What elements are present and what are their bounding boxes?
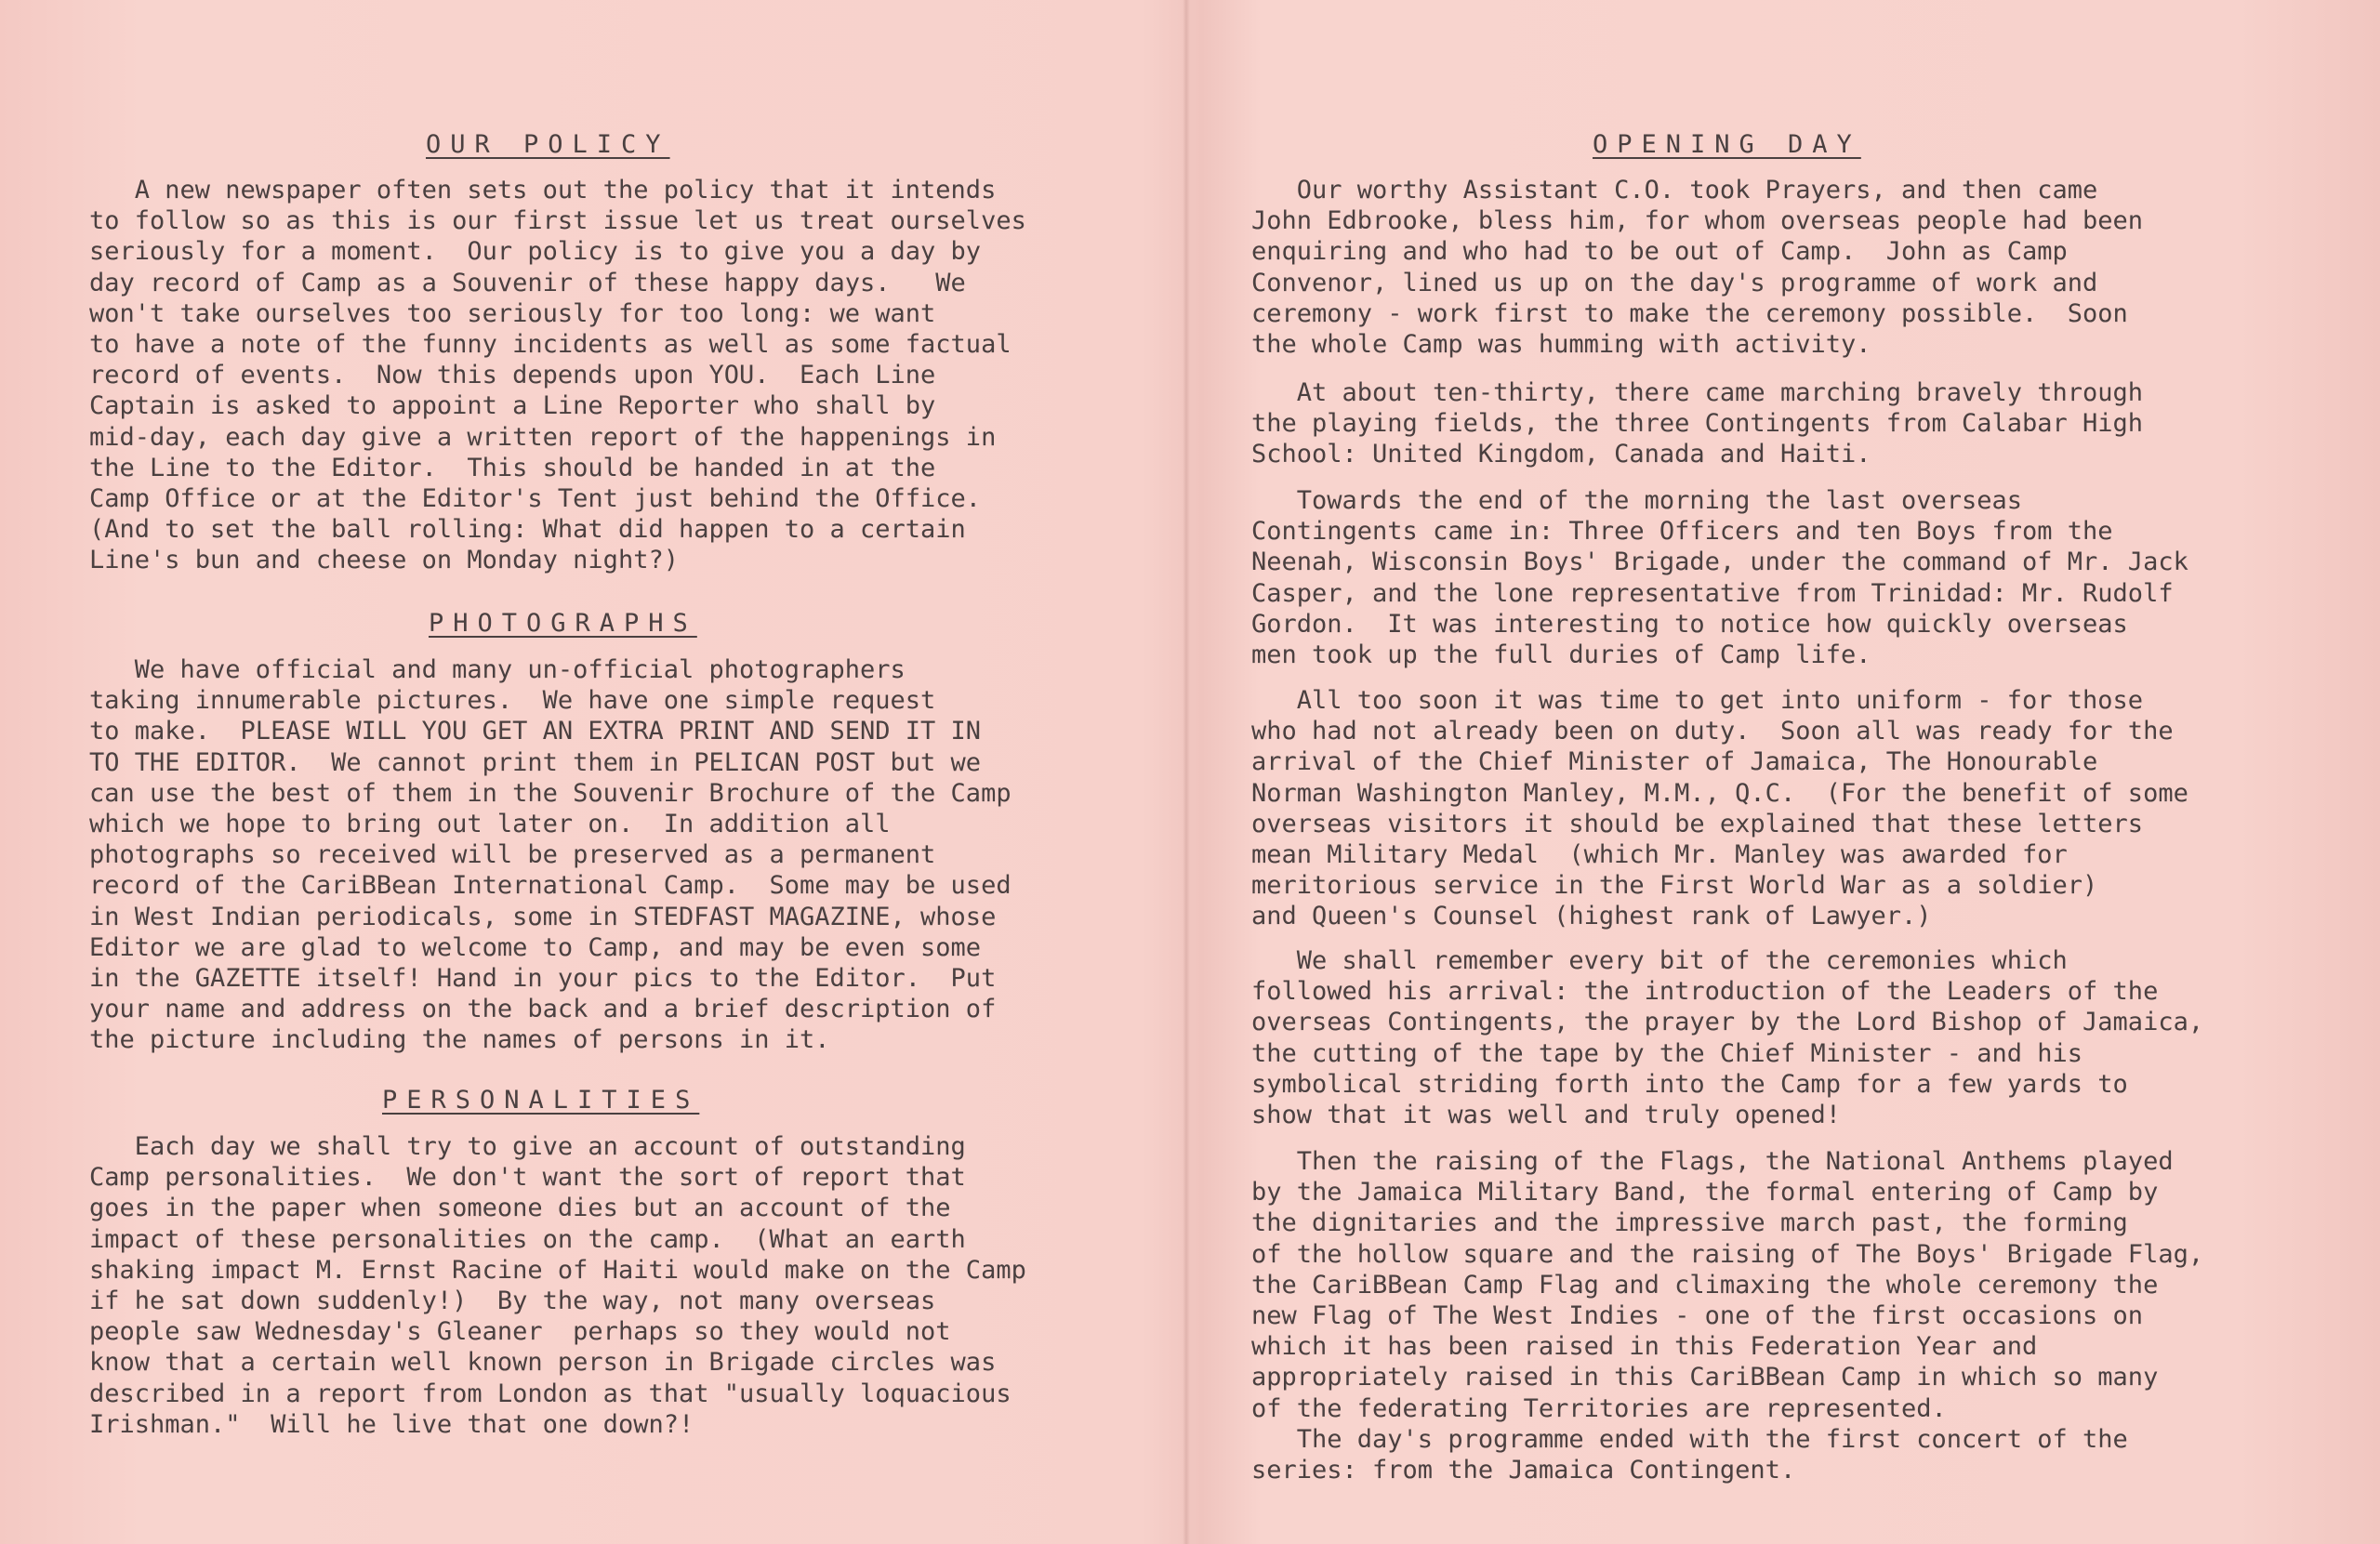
text-line: enquiring and who had to be out of Camp. John as Camp	[1251, 237, 2068, 267]
text-line: We have official and many un-official photographers	[89, 655, 906, 684]
text-line: won't take ourselves too seriously for too long: we want	[89, 298, 936, 328]
personalities-paragraph	[89, 1131, 1026, 1440]
opening-day-paragraph-6	[1251, 1146, 2203, 1485]
text-line: the CariBBean Camp Flag and climaxing the whole ceremony the	[1251, 1270, 2159, 1300]
opening-day-paragraph-3	[1251, 485, 2188, 670]
text-line: series: from the Jamaica Contingent.	[1251, 1455, 1796, 1485]
text-line: overseas visitors it should be explained that these letters	[1251, 809, 2144, 838]
text-line: Then the raising of the Flags, the National Anthems played	[1251, 1147, 2174, 1176]
policy-paragraph	[89, 175, 1026, 575]
text-line: the Line to the Editor. This should be handed in at the	[89, 453, 936, 482]
text-line: know that a certain well known person in Brigade circles was	[89, 1348, 997, 1378]
text-line: Camp personalities. We don't want the sort of report that	[89, 1163, 966, 1193]
text-line: to make. PLEASE WILL YOU GET AN EXTRA PRINT AND SEND IT IN	[89, 717, 982, 746]
text-line: the picture including the names of persons in it.	[89, 1025, 830, 1055]
photographs-paragraph	[89, 654, 1012, 1055]
text-line: photographs so received will be preserved as a permanent	[89, 840, 936, 870]
text-line: Casper, and the lone representative from Trinidad: Mr. Rudolf	[1251, 578, 2174, 608]
opening-day-paragraph-2	[1251, 377, 2143, 470]
text-line: Contingents came in: Three Officers and ten Boys from the	[1251, 517, 2113, 547]
text-line: Irishman." Will he live that one down?!	[89, 1409, 694, 1439]
text-line: Norman Washington Manley, M.M., Q.C. (For the benefit of some	[1251, 778, 2188, 808]
text-line: Gordon. It was interesting to notice how quickly overseas	[1251, 609, 2128, 639]
text-line: Neenah, Wisconsin Boys' Brigade, under the command of Mr. Jack	[1251, 548, 2188, 577]
opening-day-paragraph-4	[1251, 685, 2188, 932]
text-line: and Queen's Counsel (highest rank of Lawyer.)	[1251, 902, 1932, 931]
text-line: Each day we shall try to give an account of outstanding	[89, 1132, 966, 1161]
text-line: Convenor, lined us up on the day's programme of work and	[1251, 268, 2098, 297]
text-line: At about ten-thirty, there came marching bravely through	[1251, 378, 2144, 407]
text-line: described in a report from London as that "usually loquacious	[89, 1379, 1012, 1408]
text-line: people saw Wednesday's Gleaner perhaps so they would not	[89, 1317, 951, 1347]
text-line: to follow so as this is our first issue let us treat ourselves	[89, 206, 1026, 236]
text-line: All too soon it was time to get into uniform - for those	[1251, 686, 2144, 715]
text-line: ceremony - work first to make the ceremony possible. Soon	[1251, 298, 2128, 328]
text-line: new Flag of The West Indies - one of the first occasions on	[1251, 1300, 2144, 1330]
photographs-heading: PHOTOGRAPHS	[429, 609, 697, 638]
text-line: mid-day, each day give a written report of the happenings in	[89, 422, 997, 452]
text-line: of the federating Territories are represented.	[1251, 1393, 1947, 1423]
text-line: in the GAZETTE itself! Hand in your pics to the Editor. Put	[89, 963, 997, 993]
text-line: record of events. Now this depends upon YOU. Each Line	[89, 361, 936, 390]
text-line: the cutting of the tape by the Chief Minister - and his	[1251, 1038, 2083, 1068]
text-line: in West Indian periodicals, some in STEDFAST MAGAZINE, whose	[89, 902, 997, 931]
text-line: TO THE EDITOR. We cannot print them in PELICAN POST but we	[89, 747, 982, 777]
text-line: the whole Camp was humming with activity.	[1251, 329, 1871, 359]
opening-day-heading: OPENING DAY	[1593, 130, 1861, 159]
text-line: shaking impact M. Ernst Racine of Haiti would make on the Camp	[89, 1255, 1026, 1285]
text-line: followed his arrival: the introduction of the Leaders of the	[1251, 977, 2159, 1007]
text-line: day record of Camp as a Souvenir of these happy days. We	[89, 268, 966, 297]
text-line: Captain is asked to appoint a Line Reporter who shall by	[89, 391, 936, 421]
text-line: overseas Contingents, the prayer by the Lord Bishop of Jamaica,	[1251, 1008, 2204, 1037]
text-line: symbolical striding forth into the Camp for a few yards to	[1251, 1069, 2128, 1099]
text-line: can use the best of them in the Souvenir Brochure of the Camp	[89, 778, 1012, 808]
text-line: John Edbrooke, bless him, for whom overseas people had been	[1251, 206, 2144, 236]
text-line: Camp Office or at the Editor's Tent just behind the Office.	[89, 483, 982, 513]
text-line: appropriately raised in this CariBBean Camp in which so many	[1251, 1363, 2159, 1392]
text-line: meritorious service in the First World War as a soldier)	[1251, 871, 2098, 901]
text-line: We shall remember every bit of the ceremonies which	[1251, 946, 2068, 975]
text-line: record of the CariBBean International Camp. Some may be used	[89, 871, 1012, 901]
text-line: show that it was well and truly opened!	[1251, 1100, 1841, 1129]
text-line: which we hope to bring out later on. In addition all	[89, 809, 891, 838]
text-line: men took up the full duries of Camp life.	[1251, 640, 1871, 669]
text-line: Line's bun and cheese on Monday night?)	[89, 546, 679, 575]
opening-day-paragraph-1	[1251, 175, 2143, 360]
text-line: Towards the end of the morning the last overseas	[1251, 486, 2023, 515]
text-line: Editor we are glad to welcome to Camp, and may be even some	[89, 932, 982, 962]
text-line: the dignitaries and the impressive march past, the forming	[1251, 1208, 2128, 1238]
text-line: the playing fields, the three Contingents from Calabar High	[1251, 409, 2144, 439]
text-line: (And to set the ball rolling: What did happen to a certain	[89, 515, 966, 545]
text-line: your name and address on the back and a brief description of	[89, 995, 997, 1024]
text-line: which it has been raised in this Federation Year and	[1251, 1332, 2038, 1362]
text-line: if he sat down suddenly!) By the way, not many overseas	[89, 1286, 936, 1315]
text-line: arrival of the Chief Minister of Jamaica, The Honourable	[1251, 747, 2098, 777]
text-line: The day's programme ended with the first concert of the	[1251, 1424, 2128, 1454]
text-line: who had not already been on duty. Soon all was ready for the	[1251, 717, 2174, 746]
opening-day-paragraph-5	[1251, 945, 2203, 1130]
text-line: impact of these personalities on the camp. (What an earth	[89, 1224, 966, 1254]
text-line: taking innumerable pictures. We have one simple request	[89, 686, 936, 716]
policy-heading: OUR POLICY	[426, 130, 670, 159]
text-line: by the Jamaica Military Band, the formal entering of Camp by	[1251, 1178, 2159, 1207]
text-line: seriously for a moment. Our policy is to give you a day by	[89, 237, 982, 267]
text-line: of the hollow square and the raising of The Boys' Brigade Flag,	[1251, 1239, 2204, 1269]
text-line: mean Military Medal (which Mr. Manley was awarded for	[1251, 839, 2068, 869]
text-line: A new newspaper often sets out the policy that it intends	[89, 176, 997, 205]
text-line: goes in the paper when someone dies but an account of the	[89, 1194, 951, 1223]
page-fold	[1183, 0, 1190, 1544]
personalities-heading: PERSONALITIES	[382, 1086, 700, 1115]
text-line: School: United Kingdom, Canada and Haiti.	[1251, 440, 1871, 469]
text-line: Our worthy Assistant C.O. took Prayers, and then came	[1251, 176, 2098, 205]
text-line: to have a note of the funny incidents as well as some factual	[89, 329, 1012, 359]
